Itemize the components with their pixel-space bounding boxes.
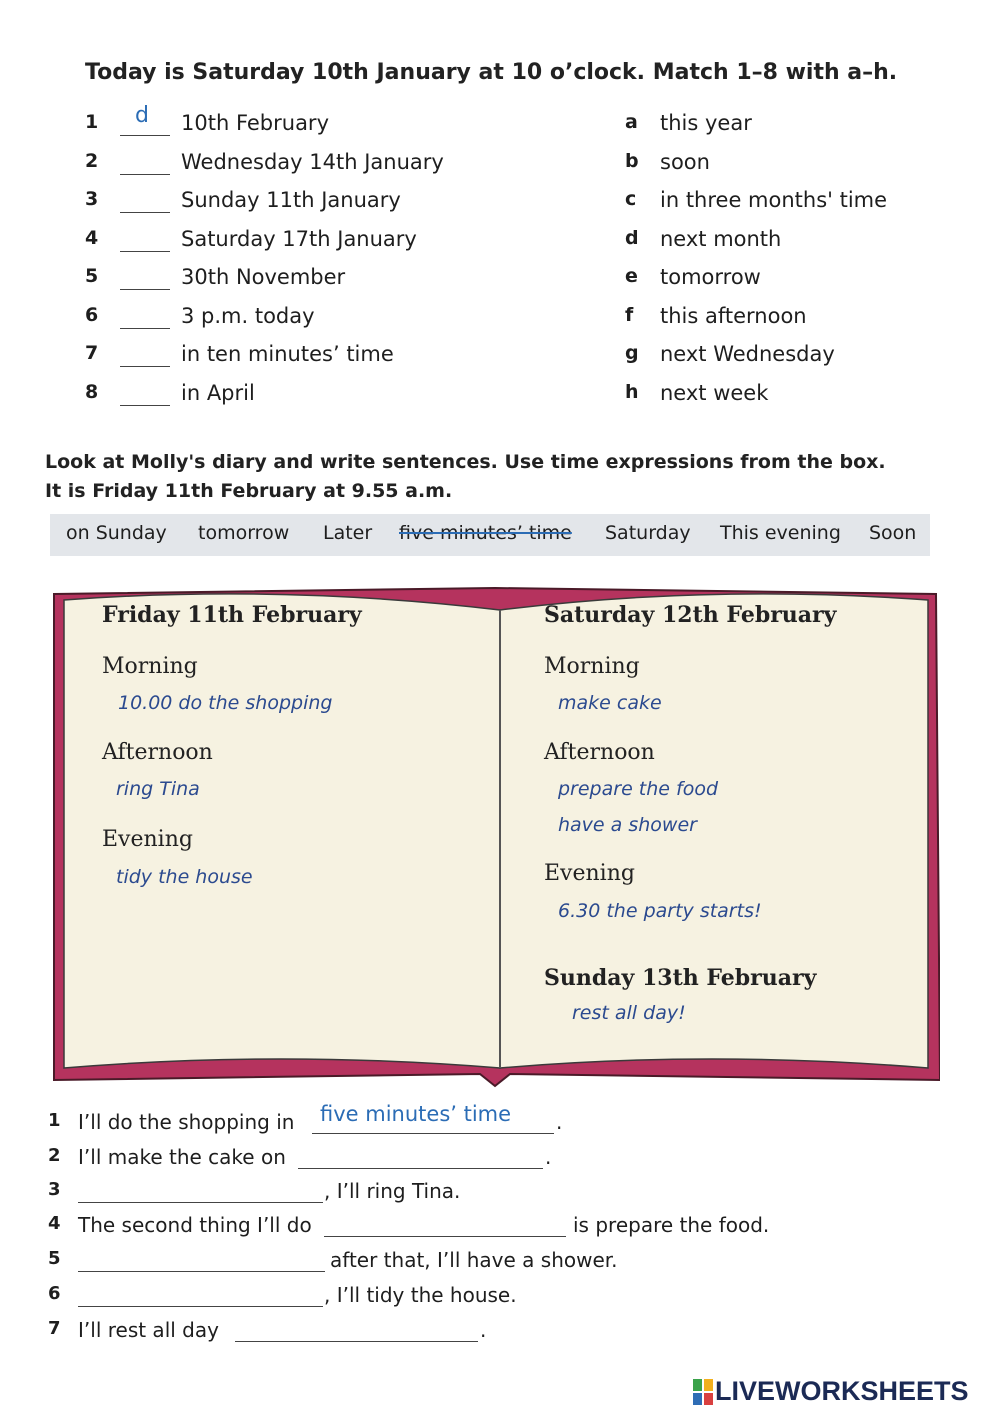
box-word-later: Later — [323, 522, 373, 544]
match-item-text: 30th November — [181, 265, 346, 289]
box-word-this-evening: This evening — [720, 522, 841, 544]
option-text: in three months' time — [660, 188, 888, 212]
sentence-number: 3 — [48, 1179, 61, 1200]
sentence-answer-field-7[interactable] — [235, 1318, 478, 1342]
answer-blank-7[interactable] — [120, 342, 170, 367]
diary-saturday-morning-entry: make cake — [558, 692, 662, 714]
sentence-number: 1 — [48, 1110, 61, 1131]
match-number: 5 — [85, 265, 99, 287]
sentence-answer-value: five minutes’ time — [320, 1102, 512, 1126]
diary-saturday-evening-label: Evening — [544, 861, 635, 886]
sentence-text-before: I’ll rest all day — [78, 1318, 219, 1342]
match-item-text: in April — [181, 381, 255, 405]
option-letter: b — [625, 150, 639, 172]
liveworksheets-logo-icon — [693, 1379, 713, 1405]
sentence-number: 7 — [48, 1318, 61, 1339]
option-text: this year — [660, 111, 752, 135]
match-item-text: in ten minutes’ time — [181, 342, 394, 366]
sentence-text-after: , I’ll tidy the house. — [324, 1283, 517, 1307]
diary-book — [50, 580, 940, 1090]
answer-value: d — [135, 103, 149, 128]
word-box — [50, 514, 930, 556]
exercise-1-title: Today is Saturday 10th January at 10 o’clock. Match 1–8 with a–h. — [85, 60, 898, 85]
sentence-text-after: is prepare the food. — [573, 1213, 770, 1237]
match-item-text: Sunday 11th January — [181, 188, 401, 212]
exercise-2-title-line2: It is Friday 11th February at 9.55 a.m. — [45, 480, 453, 502]
sentence-number: 5 — [48, 1248, 61, 1269]
answer-blank-3[interactable] — [120, 188, 170, 213]
match-item-text: 10th February — [181, 111, 329, 135]
sentence-text-after: . — [545, 1145, 552, 1169]
match-item-text: Wednesday 14th January — [181, 150, 444, 174]
option-letter: e — [625, 265, 638, 287]
exercise-2-title-line1: Look at Molly's diary and write sentences. Use time expressions from the box. — [45, 451, 886, 473]
box-word-five-minutes-time: five minutes’ time — [399, 522, 572, 544]
match-number: 2 — [85, 150, 99, 172]
sentence-number: 6 — [48, 1283, 61, 1304]
sentence-answer-field-1[interactable] — [312, 1102, 554, 1134]
diary-friday-morning-entry: 10.00 do the shopping — [118, 692, 333, 714]
diary-sunday-entry: rest all day! — [572, 1002, 686, 1024]
option-text: tomorrow — [660, 265, 761, 289]
match-number: 1 — [85, 111, 99, 133]
box-word-on-sunday: on Sunday — [66, 522, 167, 544]
match-number: 8 — [85, 381, 99, 403]
box-word-saturday: Saturday — [605, 522, 691, 544]
option-text: this afternoon — [660, 304, 807, 328]
answer-blank-6[interactable] — [120, 304, 170, 329]
diary-friday-afternoon-label: Afternoon — [102, 740, 213, 765]
exercise-2-title — [45, 448, 886, 506]
option-letter: g — [625, 342, 639, 364]
sentence-answer-field-3[interactable] — [78, 1179, 323, 1203]
sentence-number: 2 — [48, 1145, 61, 1166]
diary-friday-evening-entry: tidy the house — [116, 866, 253, 888]
answer-blank-8[interactable] — [120, 381, 170, 406]
diary-saturday-morning-label: Morning — [544, 654, 640, 679]
box-word-soon: Soon — [869, 522, 917, 544]
diary-sunday-title: Sunday 13th February — [544, 965, 817, 991]
option-text: next month — [660, 227, 782, 251]
sentence-text-after: , I’ll ring Tina. — [324, 1179, 461, 1203]
option-letter: h — [625, 381, 639, 403]
sentence-text-after: . — [480, 1318, 487, 1342]
match-number: 7 — [85, 342, 99, 364]
sentence-text-after: . — [556, 1110, 563, 1134]
diary-friday-evening-label: Evening — [102, 827, 193, 852]
option-text: next Wednesday — [660, 342, 835, 366]
option-text: next week — [660, 381, 769, 405]
sentence-text-before: The second thing I’ll do — [78, 1213, 312, 1237]
diary-friday-title: Friday 11th February — [102, 602, 362, 628]
diary-friday-afternoon-entry: ring Tina — [116, 778, 200, 800]
match-number: 6 — [85, 304, 99, 326]
option-letter: c — [625, 188, 637, 210]
answer-blank-2[interactable] — [120, 150, 170, 175]
diary-friday-morning-label: Morning — [102, 654, 198, 679]
sentence-answer-field-6[interactable] — [78, 1283, 323, 1307]
answer-blank-4[interactable] — [120, 227, 170, 252]
match-number: 4 — [85, 227, 99, 249]
diary-saturday-title: Saturday 12th February — [544, 602, 837, 628]
sentence-text-after: after that, I’ll have a shower. — [330, 1248, 618, 1272]
answer-blank-1[interactable] — [120, 103, 170, 136]
sentence-text-before: I’ll do the shopping in — [78, 1110, 295, 1134]
option-text: soon — [660, 150, 710, 174]
sentence-answer-field-2[interactable] — [298, 1145, 543, 1169]
match-item-text: 3 p.m. today — [181, 304, 315, 328]
match-number: 3 — [85, 188, 99, 210]
diary-saturday-afternoon-entry-1: prepare the food — [558, 778, 719, 800]
option-letter: f — [625, 304, 634, 326]
option-letter: d — [625, 227, 639, 249]
diary-saturday-evening-entry: 6.30 the party starts! — [558, 900, 762, 922]
match-item-text: Saturday 17th January — [181, 227, 417, 251]
answer-blank-5[interactable] — [120, 265, 170, 290]
liveworksheets-logo-text: LIVEWORKSHEETS — [715, 1376, 969, 1406]
sentence-answer-field-5[interactable] — [78, 1248, 325, 1272]
diary-saturday-afternoon-entry-2: have a shower — [558, 814, 697, 836]
sentence-text-before: I’ll make the cake on — [78, 1145, 286, 1169]
box-word-tomorrow: tomorrow — [198, 522, 290, 544]
sentence-answer-field-4[interactable] — [324, 1213, 566, 1237]
diary-saturday-afternoon-label: Afternoon — [544, 740, 655, 765]
option-letter: a — [625, 111, 638, 133]
sentence-number: 4 — [48, 1213, 61, 1234]
